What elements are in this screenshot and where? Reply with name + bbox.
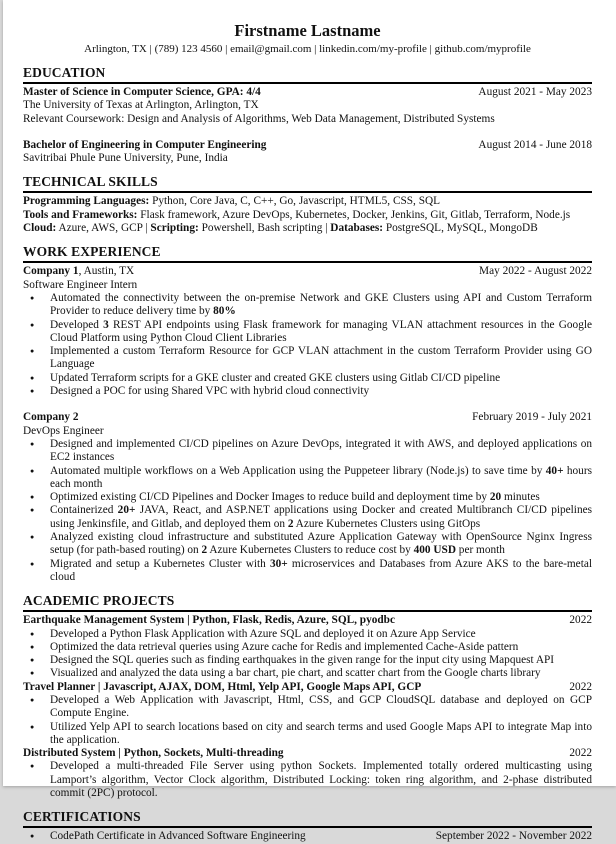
bullet-item [23,641,592,654]
text-segment: Automated the connectivity between the on-premise Network and GKE Clusters using API and Custom Terraform Provider to reduce delivery time by [50,291,592,318]
project-title: Earthquake Management System | Python, Flask, Redis, Azure, SQL, pyodbc [23,614,395,627]
job-role: Software Engineer Intern [23,278,138,291]
contact-line: Arlington, TX | (789) 123 4560 | email@gmail.com | linkedin.com/my-profile | github.com/myprofile [84,43,531,55]
degree: Bachelor of Engineering in Computer Engineering [23,138,267,151]
technical-skills-heading: TECHNICAL SKILLS [23,174,158,190]
project-year: 2022 [569,614,592,627]
text-segment: Designed the SQL queries such as finding earthquakes in the given range for the input city using Mapquest API [50,654,555,667]
text-segment: Automated multiple workflows on a Web Application using the Puppeteer library (Node.js) to save time by [50,464,546,477]
project-year: 2022 [569,747,592,760]
certification-row [50,830,592,843]
bullet-item [23,628,592,641]
bullet-item [23,385,592,398]
bold-text: Scripting: [150,222,199,235]
section-divider [23,826,592,828]
bullet-item [23,319,592,346]
technical-skills-section [23,174,592,235]
dates: August 2021 - May 2023 [478,86,592,98]
company-name: Company 1 [23,265,79,278]
bullet-item [23,760,592,800]
project-title: Distributed System | Python, Sockets, Multi-threading [23,747,284,760]
skills-line [23,195,592,208]
project-bullets [23,760,592,800]
text-segment: Azure, AWS, GCP | [56,222,151,235]
degree: Master of Science in Computer Science, GPA: 4/4 [23,86,261,98]
education-entry-header [23,86,592,99]
text-segment: Azure Kubernetes Clusters using GitOps [293,517,481,530]
job-header [23,265,592,278]
certification-dates: September 2022 - November 2022 [435,830,592,843]
bold-text: 20+ [117,504,136,517]
text-segment: Optimized the data retrieval queries using Azure cache for Redis and implemented Cache-Aside pattern [50,640,519,653]
education-heading: EDUCATION [23,65,106,80]
company-name: Company 2 [23,411,79,424]
spacer [23,126,592,139]
bullet-item [23,558,592,585]
text-segment: Developed a multi-threaded File Server using python Sockets. Implemented totally ordered multicasting using Lamport’s algorithm, Vector Clock algorithm, Distributed Locking: token ring algorithm, and 2-phase distributed commit (2PC) protocol. [50,760,592,800]
text-segment: Developed a Python Flask Application with Azure SQL and deployed it on Azure App Service [50,627,476,640]
bold-text: Cloud: [23,222,57,235]
education-detail: Savitribai Phule Pune University, Pune, India [23,152,228,165]
work-experience-section [23,244,592,584]
bullet-item [23,292,592,319]
text-segment: JAVA, React, and ASP.NET applications using Docker and created Multibranch CI/CD pipelines using Jenkinsfile, and Gitlab, and deployed them on [50,504,592,530]
bold-text: Tools and Frameworks: [23,208,138,221]
text-segment: Analyzed existing cloud infrastructure and substituted Azure Application Gateway with OpenSource Nginx Ingress setup (for path-based routing) on [50,531,592,557]
bold-text: 40+ [545,464,564,477]
text-segment: minutes [501,491,540,504]
bullet-item [23,345,592,372]
text-segment: microservices and Databases from Azure AKS to the bare-metal cloud [50,557,592,583]
candidate-name: Firstname Lastname [234,21,381,40]
section-divider [23,82,592,84]
section-divider [23,261,592,263]
text-segment: PostgreSQL, MySQL, MongoDB [383,222,538,235]
text-segment: Python, Core Java, C, C++, Go, Javascript, HTML5, CSS, SQL [149,195,441,208]
project-bullets [23,694,592,747]
bullet-item [23,438,592,465]
bullet-item [23,694,592,721]
text-segment: per month [455,544,505,557]
job-bullets [23,438,592,584]
job-role: DevOps Engineer [23,424,104,437]
bold-text: 3 [103,318,109,331]
text-segment: Flask framework, Azure DevOps, Kubernetes, Docker, Jenkins, Git, Gitlab, Terraform, Node.js [137,208,571,221]
job-header [23,411,592,424]
academic-projects-section [23,593,592,800]
text-segment: Updated Terraform scripts for a GKE cluster and created GKE clusters using Gitlab CI/CD pipeline [50,371,501,384]
bold-text: 2 [201,544,208,557]
work-experience-heading: WORK EXPERIENCE [23,244,161,260]
bold-text: 2 [287,517,294,530]
project-title: Travel Planner | Javascript, AJAX, DOM, Html, Yelp API, Google Maps API, GCP [23,680,422,693]
text-segment: Azure Kubernetes Clusters to reduce cost by [207,544,414,557]
certification-list [23,830,592,843]
resume-content [23,21,592,844]
skills-line [23,222,592,235]
certifications-section [23,809,592,843]
education-detail: The University of Texas at Arlington, Arlington, TX [23,99,259,112]
job-company-location [23,411,79,424]
section-divider [23,610,592,612]
section-divider [23,191,592,193]
text-segment: Utilized Yelp API to search locations based on city and search terms and used Google Maps API to integrate Map into the application. [50,720,592,746]
bullet-item [23,465,592,492]
text-segment: Migrated and setup a Kubernetes Cluster with [50,557,270,570]
education-section [23,65,592,165]
text-segment: REST API endpoints using Flask framework for managing VLAN attachment resources in the Google Cloud Platform using Python Cloud Client Libraries [50,318,592,344]
text-segment: Visualized and analyzed the data using a bar chart, pie chart, and scatter chart from the Google charts library [50,667,541,680]
resume-page [3,0,616,843]
bullet-item [23,504,592,531]
bullet-item [23,531,592,558]
project-header [23,614,592,627]
text-segment: Implemented a custom Terraform Resource for GCP VLAN attachment in the custom Terraform Provider using GO Language [50,345,592,371]
bullet-item [23,491,592,504]
certifications-heading: CERTIFICATIONS [23,809,141,825]
text-segment: Developed a Web Application with Javascript, Html, CSS, and GCP CloudSQL database and deployed on GCP Compute Engine. [50,693,592,720]
academic-projects-heading: ACADEMIC PROJECTS [23,593,175,609]
certification-item [23,830,592,843]
text-segment: Designed and implemented CI/CD pipelines on Azure DevOps, integrated it with AWS, and deployed applications on EC2 instances [50,437,592,464]
job-bullets [23,292,592,398]
text-segment: Developed [50,318,104,331]
education-entry-header [23,139,592,152]
bold-text: 20 [489,491,502,504]
project-bullets [23,628,592,681]
dates: August 2014 - June 2018 [478,138,592,151]
project-year: 2022 [569,680,592,693]
text-segment: hours each month [50,464,592,490]
spacer [23,398,592,411]
project-header [23,681,592,694]
job-company-location [23,265,134,278]
bullet-item [23,721,592,748]
bold-text: Programming Languages: [23,195,150,208]
bold-text: 80% [213,305,236,318]
education-detail: Relevant Coursework: Design and Analysis of Algorithms, Web Data Management, Distributed Systems [23,112,495,125]
bullet-item [23,667,592,680]
text-segment: Containerized [50,504,118,517]
bullet-item [23,654,592,667]
project-header [23,747,592,760]
text-segment: Designed a POC for using Shared VPC with hybrid cloud connectivity [50,385,370,398]
text-segment: Powershell, Bash scripting | [198,222,331,235]
bold-text: 400 USD [413,544,456,557]
job-dates: May 2022 - August 2022 [479,265,592,278]
job-dates: February 2019 - July 2021 [472,411,592,424]
bold-text: 30+ [270,557,288,570]
certification-name: ● CodePath Certificate in Advanced Software Engineering [50,830,306,843]
bold-text: Databases: [330,222,384,235]
company-location: , Austin, TX [78,265,135,278]
skills-line [23,209,592,222]
bullet-item [23,372,592,385]
text-segment: Optimized existing CI/CD Pipelines and Docker Images to reduce build and deployment time by [50,491,490,504]
